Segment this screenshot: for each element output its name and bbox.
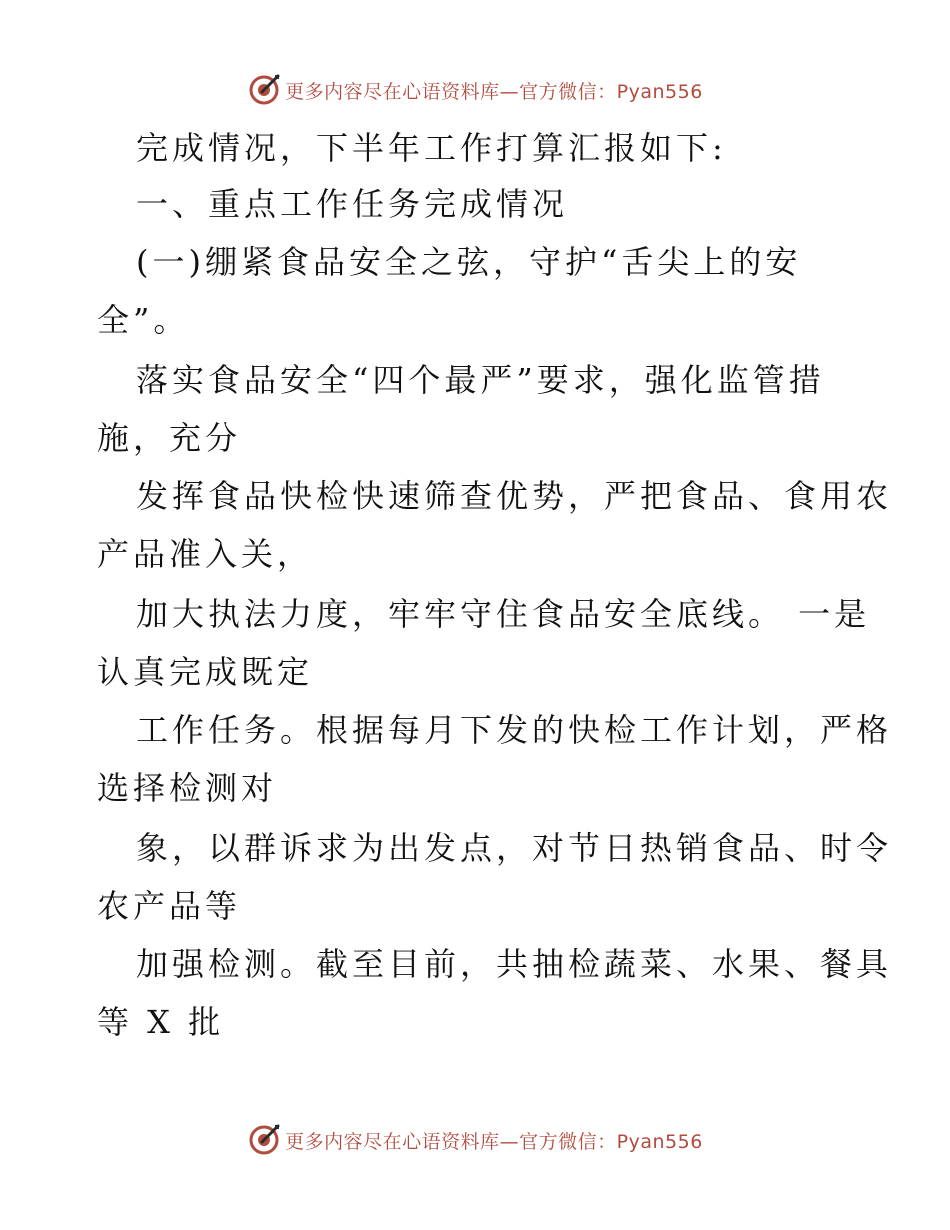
- text-line: 象，以群诉求为出发点，对节日热销食品、时令: [136, 829, 893, 867]
- logo-icon: [247, 73, 281, 107]
- text-line: 加大执法力度，牢牢守住食品安全底线。 一是: [136, 595, 871, 633]
- text-line: 落实食品安全“四个最严”要求，强化监管措: [136, 361, 825, 399]
- text-line: 施，充分: [97, 419, 242, 457]
- text-line: 产品准入关，: [97, 535, 314, 573]
- text-line: 完成情况，下半年工作打算汇报如下:: [136, 129, 727, 167]
- logo-icon: [247, 1123, 281, 1157]
- section-heading: 一、重点工作任务完成情况: [136, 185, 569, 223]
- text-line: 发挥食品快检快速筛查优势，严把食品、食用农: [136, 477, 893, 515]
- header-banner-text: 更多内容尽在心语资料库—官方微信：Pyan556: [285, 80, 703, 103]
- header-banner: [0, 70, 950, 110]
- text-line: 工作任务。根据每月下发的快检工作计划，严格: [136, 711, 893, 749]
- text-line: 认真完成既定: [97, 653, 314, 691]
- text-line: 等 X 批: [97, 1003, 225, 1041]
- text-line: 选择检测对: [97, 769, 278, 807]
- text-line: 加强检测。截至目前，共抽检蔬菜、水果、餐具: [136, 945, 893, 983]
- footer-banner-text: 更多内容尽在心语资料库—官方微信：Pyan556: [285, 1130, 703, 1153]
- text-line: 农产品等: [97, 887, 242, 925]
- text-line: 全”。: [97, 301, 190, 339]
- subsection-heading: (一)绷紧食品安全之弦，守护“舌尖上的安: [136, 243, 802, 281]
- footer-banner: [0, 1120, 950, 1160]
